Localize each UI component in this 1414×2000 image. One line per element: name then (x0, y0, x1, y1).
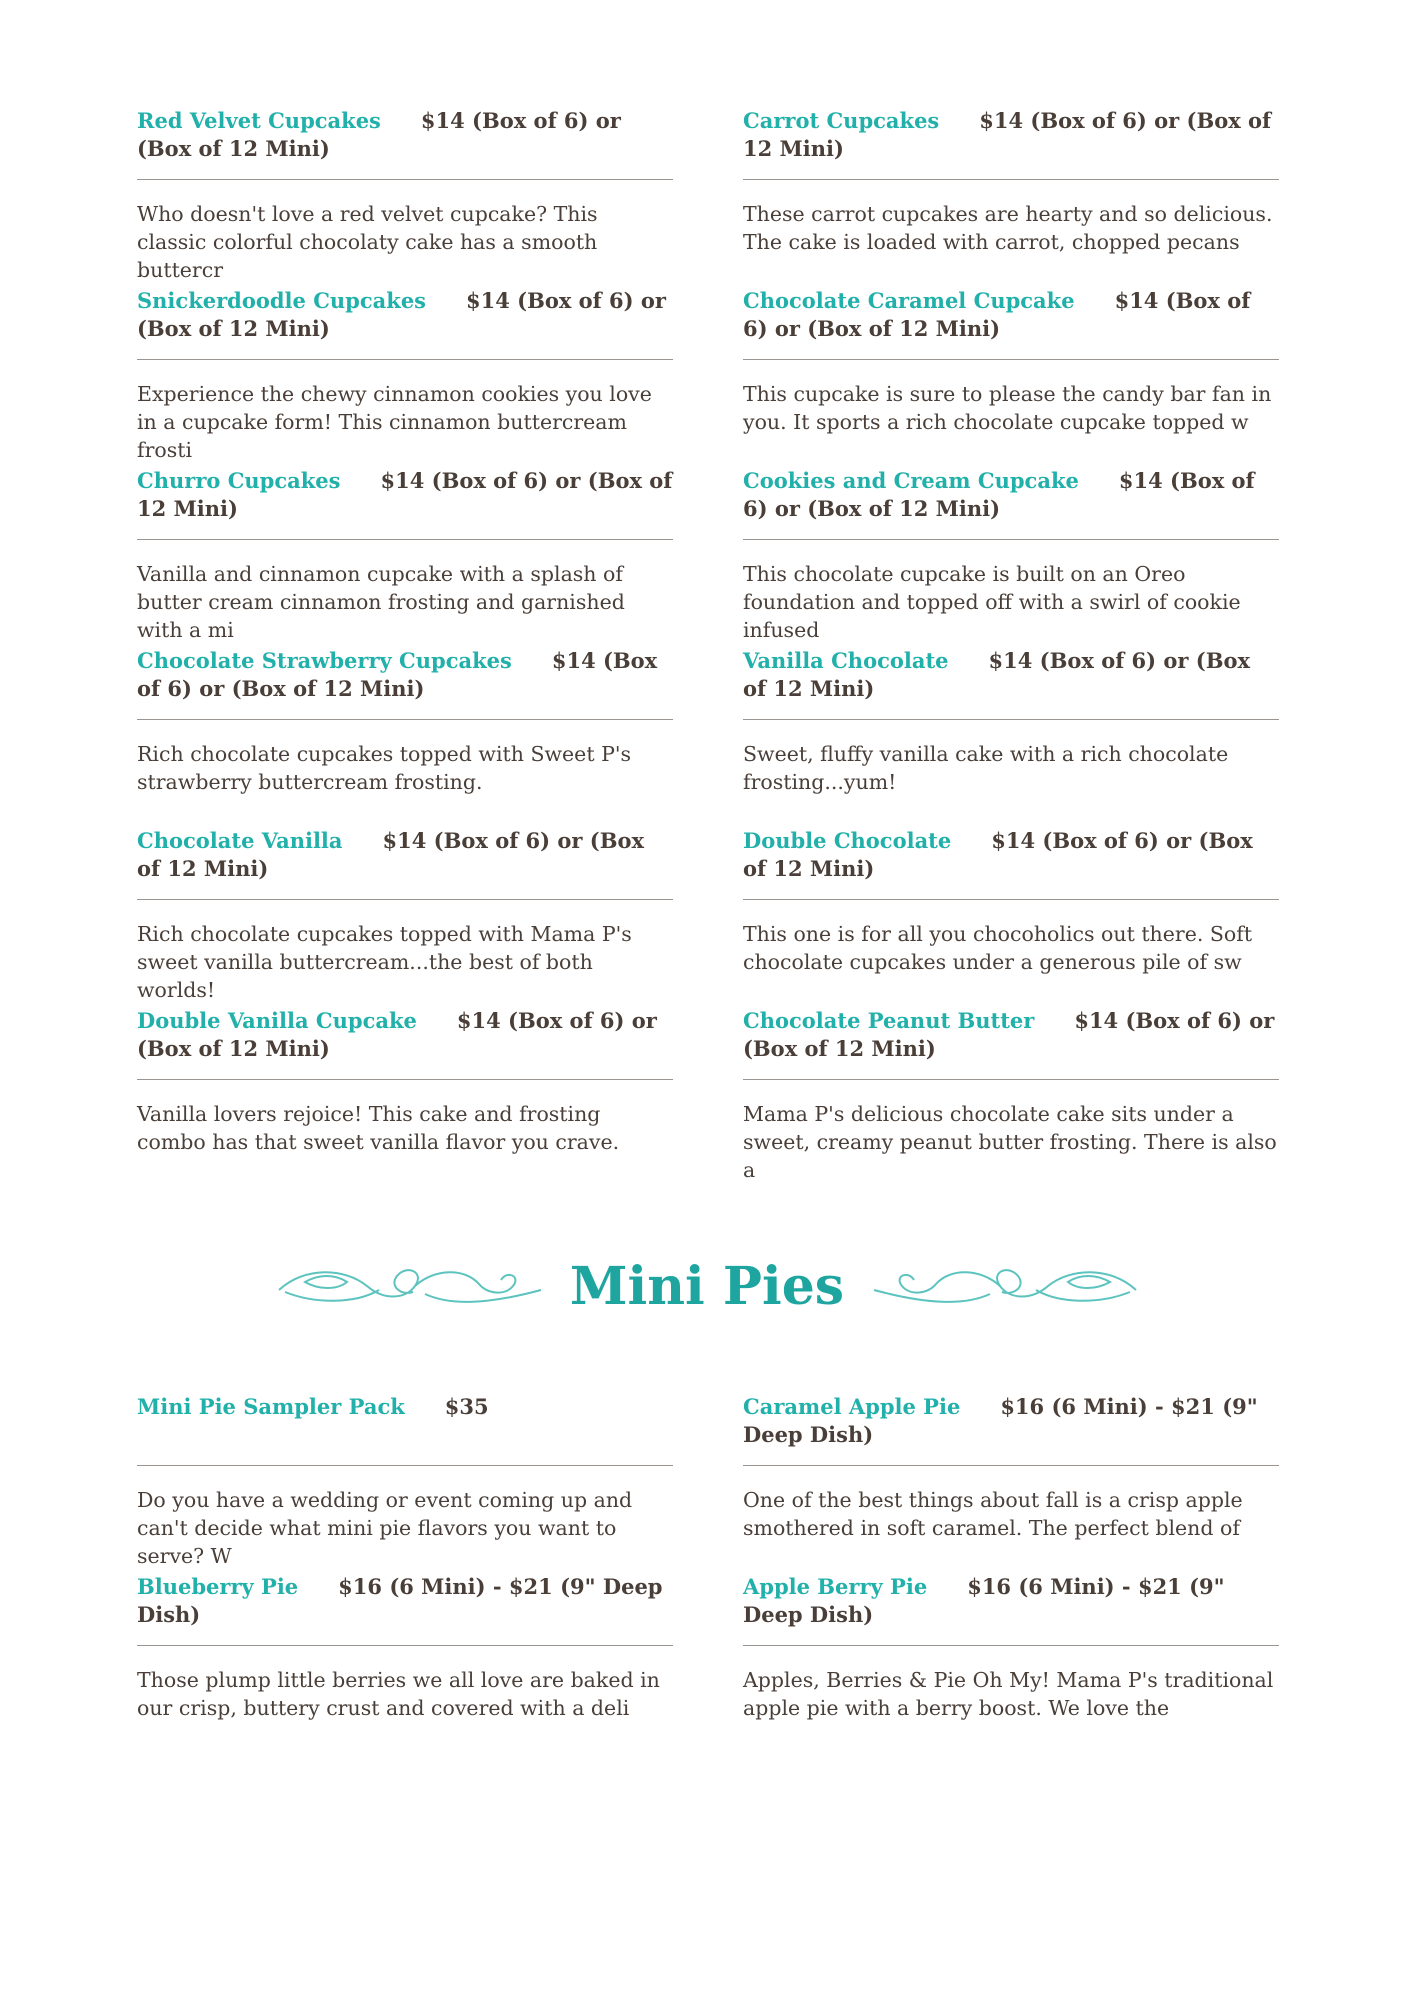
divider (743, 899, 1279, 900)
item-description: Rich chocolate cupcakes topped with Mama P's sweet vanilla buttercream...the best of both worlds! (137, 922, 632, 1002)
menu-item (137, 647, 673, 796)
item-header (743, 287, 1279, 343)
item-description: Vanilla lovers rejoice! This cake and frosting combo has that sweet vanilla flavor you crave. (137, 1102, 620, 1154)
item-name: Snickerdoodle Cupcakes (137, 288, 426, 313)
menu-item (743, 827, 1279, 976)
item-header (137, 1007, 673, 1063)
menu-item (743, 467, 1279, 644)
item-price: $14 (Box of 6) or (Box of 12 Mini) (743, 1008, 1275, 1061)
item-header (137, 1393, 673, 1421)
item-price: $14 (Box of 6) or (Box of 12 Mini) (743, 288, 1251, 341)
item-description: Do you have a wedding or event coming up and can't decide what mini pie flavors you want to serve? W (137, 1488, 633, 1568)
item-header (743, 647, 1279, 703)
item-description: Vanilla and cinnamon cupcake with a splash of butter cream cinnamon frosting and garnished with a mi (137, 562, 625, 642)
divider (137, 719, 673, 720)
divider (743, 539, 1279, 540)
item-price: $35 (444, 1394, 489, 1419)
item-price: $14 (Box of 6) or (Box of 12 Mini) (743, 648, 1251, 701)
item-header (743, 1007, 1279, 1063)
item-name: Mini Pie Sampler Pack (137, 1394, 405, 1419)
item-header (137, 1573, 673, 1629)
divider (743, 1645, 1279, 1646)
item-name: Chocolate Vanilla (137, 828, 343, 853)
divider (137, 359, 673, 360)
divider (137, 539, 673, 540)
menu-item (743, 1393, 1279, 1542)
item-description: This one is for all you chocoholics out there. Soft chocolate cupcakes under a generous pile of sw (743, 922, 1253, 974)
divider (743, 359, 1279, 360)
item-price: $14 (Box of 6) or (Box of 12 Mini) (137, 648, 658, 701)
item-name: Cookies and Cream Cupcake (743, 468, 1079, 493)
item-price: $14 (Box of 6) or (Box of 12 Mini) (137, 468, 673, 521)
menu-item (743, 1573, 1279, 1722)
menu-item (137, 467, 673, 644)
item-name: Apple Berry Pie (743, 1574, 928, 1599)
item-header (137, 107, 673, 163)
item-price: $16 (6 Mini) - $21 (9" Deep Dish) (743, 1574, 1225, 1627)
divider (137, 179, 673, 180)
item-description: These carrot cupcakes are hearty and so delicious. The cake is loaded with carrot, chopped pecans (743, 202, 1273, 254)
item-name: Double Vanilla Cupcake (137, 1008, 417, 1033)
menu-item (137, 287, 673, 464)
divider (743, 719, 1279, 720)
item-description: One of the best things about fall is a crisp apple smothered in soft caramel. The perfect blend of (743, 1488, 1243, 1540)
item-name: Chocolate Peanut Butter (743, 1008, 1035, 1033)
item-header (743, 107, 1279, 163)
item-name: Blueberry Pie (137, 1574, 299, 1599)
menu-item (137, 1393, 673, 1570)
item-header (743, 467, 1279, 523)
item-name: Caramel Apple Pie (743, 1394, 961, 1419)
item-price: $14 (Box of 6) or (Box of 12 Mini) (743, 828, 1253, 881)
item-description: Sweet, fluffy vanilla cake with a rich chocolate frosting...yum! (743, 742, 1229, 794)
divider (137, 1465, 673, 1466)
item-price: $16 (6 Mini) - $21 (9" Deep Dish) (743, 1394, 1258, 1447)
item-name: Double Chocolate (743, 828, 952, 853)
menu-item (137, 1007, 673, 1156)
divider (743, 179, 1279, 180)
section-title: Mini Pies (569, 1256, 845, 1317)
item-price: $14 (Box of 6) or (Box of 12 Mini) (137, 828, 645, 881)
menu-item (137, 1573, 673, 1722)
item-name: Chocolate Strawberry Cupcakes (137, 648, 512, 673)
item-name: Vanilla Chocolate (743, 648, 949, 673)
item-description: This chocolate cupcake is built on an Oreo foundation and topped off with a swirl of cookie infused (743, 562, 1241, 642)
item-description: Mama P's delicious chocolate cake sits under a sweet, creamy peanut butter frosting. There is also a (743, 1102, 1277, 1182)
menu-item (137, 827, 673, 1004)
menu-item (743, 287, 1279, 436)
item-name: Red Velvet Cupcakes (137, 108, 381, 133)
menu-item (743, 1007, 1279, 1184)
item-description: Rich chocolate cupcakes topped with Sweet P's strawberry buttercream frosting. (137, 742, 632, 794)
item-price: $16 (6 Mini) - $21 (9" Deep Dish) (137, 1574, 663, 1627)
divider (137, 1079, 673, 1080)
divider (743, 1465, 1279, 1466)
item-header (137, 467, 673, 523)
item-price: $14 (Box of 6) or (Box of 12 Mini) (137, 288, 666, 341)
item-header (743, 1393, 1279, 1449)
divider (137, 1645, 673, 1646)
menu-item (743, 107, 1279, 256)
item-price: $14 (Box of 6) or (Box of 12 Mini) (137, 1008, 657, 1061)
item-description: Those plump little berries we all love are baked in our crisp, buttery crust and covered with a deli (137, 1668, 660, 1720)
right-flourish-ornament (870, 1260, 1140, 1310)
item-description: This cupcake is sure to please the candy bar fan in you. It sports a rich chocolate cupcake topped w (743, 382, 1272, 434)
divider (137, 899, 673, 900)
item-name: Carrot Cupcakes (743, 108, 940, 133)
item-description: Who doesn't love a red velvet cupcake? This classic colorful chocolaty cake has a smooth buttercr (137, 202, 598, 282)
item-description: Apples, Berries & Pie Oh My! Mama P's traditional apple pie with a berry boost. We love the (743, 1668, 1274, 1720)
menu-item (137, 107, 673, 284)
item-price: $14 (Box of 6) or (Box of 12 Mini) (743, 468, 1255, 521)
item-name: Churro Cupcakes (137, 468, 341, 493)
item-header (137, 647, 673, 703)
item-header (137, 827, 673, 883)
item-header (743, 1573, 1279, 1629)
item-header (743, 827, 1279, 883)
item-price: $14 (Box of 6) or (Box of 12 Mini) (137, 108, 621, 161)
item-name: Chocolate Caramel Cupcake (743, 288, 1075, 313)
item-header (137, 287, 673, 343)
menu-item (743, 647, 1279, 796)
divider (743, 1079, 1279, 1080)
item-price: $14 (Box of 6) or (Box of 12 Mini) (743, 108, 1272, 161)
item-description: Experience the chewy cinnamon cookies you love in a cupcake form! This cinnamon buttercream frosti (137, 382, 652, 462)
